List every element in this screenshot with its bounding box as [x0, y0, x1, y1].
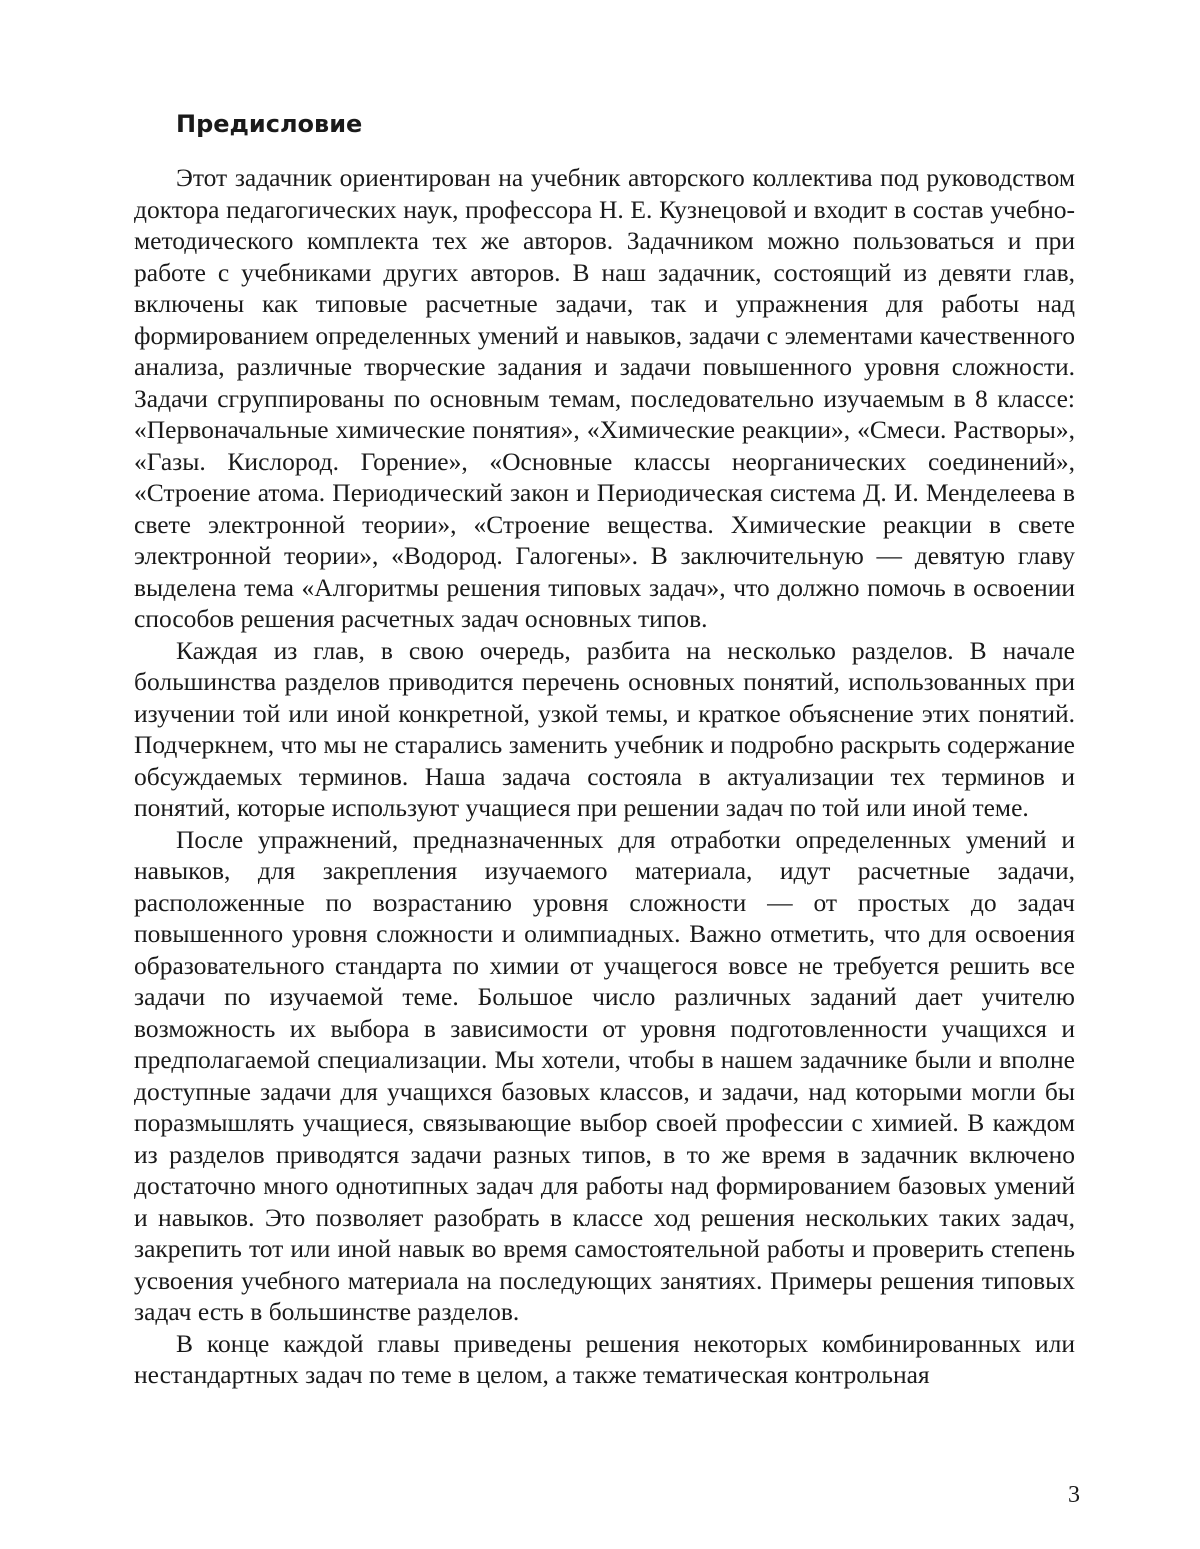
preface-body: [134, 162, 1075, 1391]
page-number: 3: [1068, 1482, 1080, 1508]
paragraph-4: В конце каждой главы приведены решения некоторых комбинированных или нестандартных задач по теме в целом, а также тематическая контрольная: [134, 1328, 1075, 1389]
paragraph-3: После упражнений, предназначенных для отработки определенных умений и навыков, для закрепления изучаемого материала, идут расчетные задачи, расположенные по возрастанию уровня сложности — от простых до задач повышенного уровня сложности и олимпиадных. Важно отметить, что для освоения образовательного стандарта по химии от учащегося вовсе не требуется решить все задачи по изучаемой теме. Большое число различных заданий дает учителю возможность их выбора в зависимости от уровня подготовленности учащихся и предполагаемой специализации. Мы хотели, чтобы в нашем задачнике были и вполне доступные задачи для учащихся базовых классов, и задачи, над которыми могли бы поразмышлять учащиеся, связывающие выбор своей профессии с химией. В каждом из разделов приводятся задачи разных типов, в то же время в задачник включено достаточно много однотипных задач для работы над формированием базовых умений и навыков. Это позволяет разобрать в классе ход решения нескольких таких задач, закрепить тот или иной навык во время самостоятельной работы и проверить степень усвоения учебного материала на последующих занятиях. Примеры решения типовых задач есть в большинстве разделов.: [134, 824, 1075, 1326]
page-title: Предисловие: [176, 110, 363, 138]
paragraph-2: Каждая из глав, в свою очередь, разбита на несколько разделов. В начале большинства разделов приводится перечень основных понятий, использованных при изучении той или иной конкретной, узкой темы, и краткое объяснение этих понятий. Подчеркнем, что мы не старались заменить учебник и подробно раскрыть содержание обсуждаемых терминов. Наша задача состояла в актуализации тех терминов и понятий, которые используют учащиеся при решении задач по той или иной теме.: [134, 635, 1075, 822]
paragraph-1: Этот задачник ориентирован на учебник авторского коллектива под руководством доктора педагогических наук, профессора Н. Е. Кузнецовой и входит в состав учебно-методического комплекта тех же авторов. Задачником можно пользоваться и при работе с учебниками других авторов. В наш задачник, состоящий из девяти глав, включены как типовые расчетные задачи, так и упражнения для работы над формированием определенных умений и навыков, задачи с элементами качественного анализа, различные творческие задания и задачи повышенного уровня сложности. Задачи сгруппированы по основным темам, последовательно изучаемым в 8 классе: «Первоначальные химические понятия», «Химические реакции», «Смеси. Растворы», «Газы. Кислород. Горение», «Основные классы неорганических соединений», «Строение атома. Периодический закон и Периодическая система Д. И. Менделеева в свете электронной теории», «Строение вещества. Химические реакции в свете электронной теории», «Водород. Галогены». В заключительную — девятую главу выделена тема «Алгоритмы решения типовых задач», что должно помочь в освоении способов решения расчетных задач основных типов.: [134, 163, 1075, 633]
